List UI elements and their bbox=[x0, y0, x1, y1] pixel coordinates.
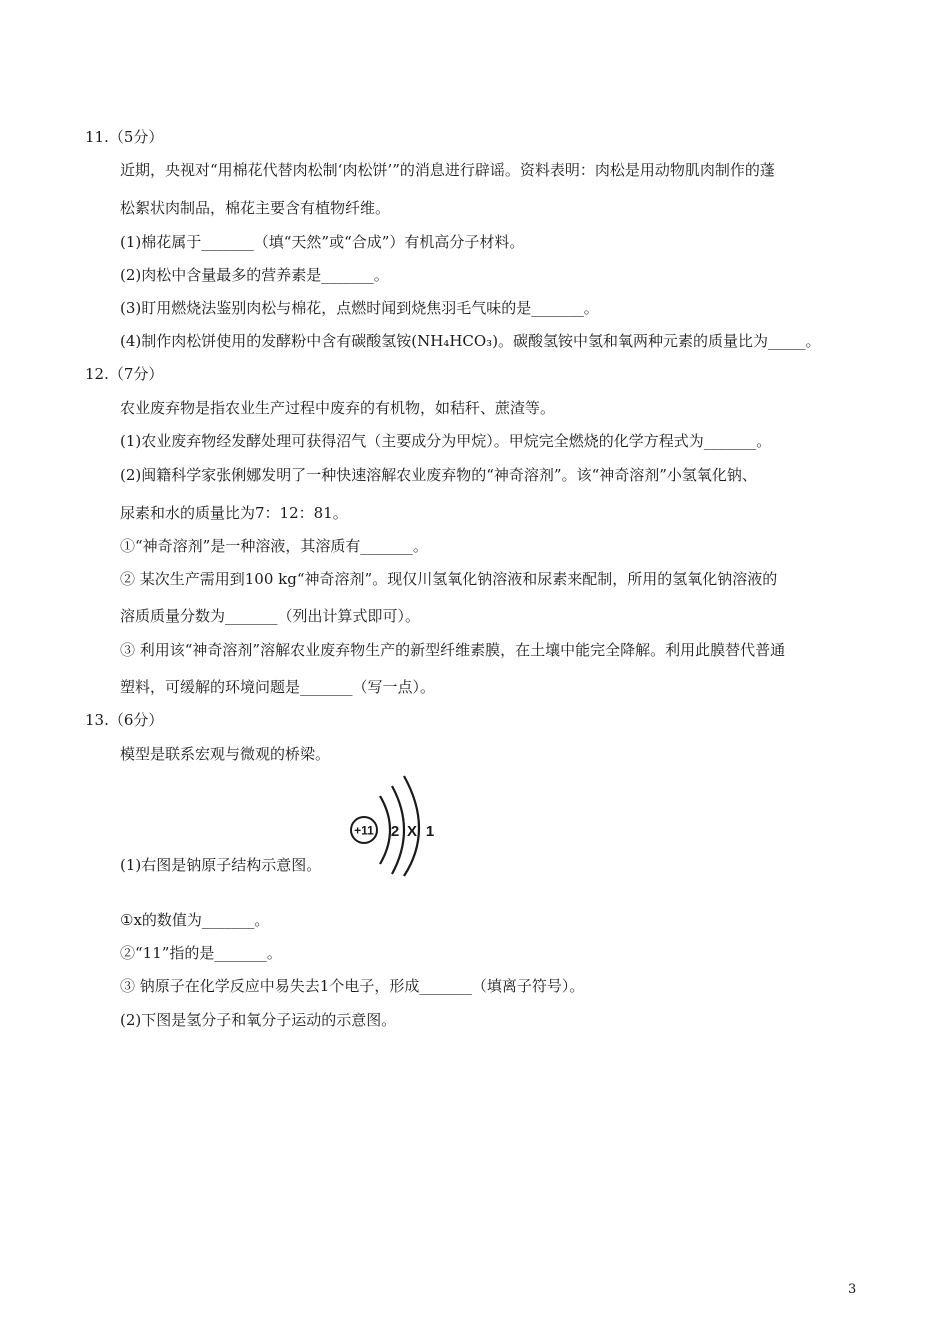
q13-header: 13.（6分） bbox=[85, 711, 164, 729]
q12-sub2-line2: 溶质质量分数为_______（列出计算式即可）。 bbox=[120, 607, 421, 625]
nucleus-charge: +11 bbox=[354, 823, 374, 838]
q11-part3: (3)盯用燃烧法鉴别肉松与棉花，点燃时闻到烧焦羽毛气味的是_______。 bbox=[120, 299, 599, 317]
q12-part1: (1)农业废弃物经发酵处理可获得沼气（主要成分为甲烷）。甲烷完全燃烧的化学方程式为_______。 bbox=[120, 432, 772, 450]
q12-sub3-line1: ③ 利用该“神奇溶剂”溶解农业废弃物生产的新型纤维素膜，在土壤中能完全降解。利用此膜替代普通 bbox=[120, 641, 786, 659]
shell2-electrons: X bbox=[406, 823, 418, 840]
q12-header: 12.（7分） bbox=[85, 365, 164, 383]
q11-header: 11.（5分） bbox=[85, 128, 164, 146]
q13-sub3: ③ 钠原子在化学反应中易失去1个电子，形成_______（填离子符号）。 bbox=[120, 977, 585, 995]
q13-part2: (2)下图是氢分子和氧分子运动的示意图。 bbox=[120, 1011, 397, 1029]
q12-intro: 农业废弃物是指农业生产过程中废弃的有机物，如秸秆、蔗渣等。 bbox=[120, 399, 556, 417]
q12-sub3-line2: 塑料，可缓解的环境问题是_______（写一点）。 bbox=[120, 678, 436, 696]
q11-intro-line2: 松絮状肉制品，棉花主要含有植物纤维。 bbox=[120, 199, 391, 217]
q13-sub1: ①x的数值为_______。 bbox=[120, 911, 270, 929]
q12-sub2-line1: ② 某次生产需用到100 kg“神奇溶剂”。现仅川氢氧化钠溶液和尿素来配制，所用的氢氧化钠溶液的 bbox=[120, 570, 778, 588]
sodium-atom-diagram bbox=[342, 768, 442, 878]
shell3-electrons: 1 bbox=[425, 823, 435, 840]
electron-shell-1 bbox=[380, 796, 390, 864]
q12-part2-line1: (2)闽籍科学家张俐娜发明了一种快速溶解农业废弃物的“神奇溶剂”。该“神奇溶剂”小氢氧化钠、 bbox=[120, 466, 757, 484]
q13-part1: (1)右图是钠原子结构示意图。 bbox=[120, 856, 322, 874]
q11-part1: (1)棉花属于_______（填“天然”或“合成”）有机高分子材料。 bbox=[120, 233, 525, 251]
q11-part2: (2)肉松中含量最多的营养素是_______。 bbox=[120, 266, 389, 284]
q13-sub2: ②“11”指的是_______。 bbox=[120, 944, 282, 962]
q12-sub1: ①“神奇溶剂”是一种溶液，其溶质有_______。 bbox=[120, 537, 428, 555]
q11-intro-line1: 近期，央视对“用棉花代替肉松制‘肉松饼’”的消息进行辟谣。资料表明：肉松是用动物肌肉制作的蓬 bbox=[120, 161, 775, 179]
q12-part2-line2: 尿素和水的质量比为7：12：81。 bbox=[120, 504, 348, 522]
q13-intro: 模型是联系宏观与微观的桥梁。 bbox=[120, 745, 331, 763]
page-number: 3 bbox=[848, 1282, 857, 1297]
q11-part4: (4)制作肉松饼使用的发酵粉中含有碳酸氢铵(NH₄HCO₃)。碳酸氢铵中氢和氧两种元素的质量比为_____。 bbox=[120, 332, 821, 350]
atom-structure-svg bbox=[342, 768, 442, 878]
shell1-electrons: 2 bbox=[390, 823, 400, 840]
